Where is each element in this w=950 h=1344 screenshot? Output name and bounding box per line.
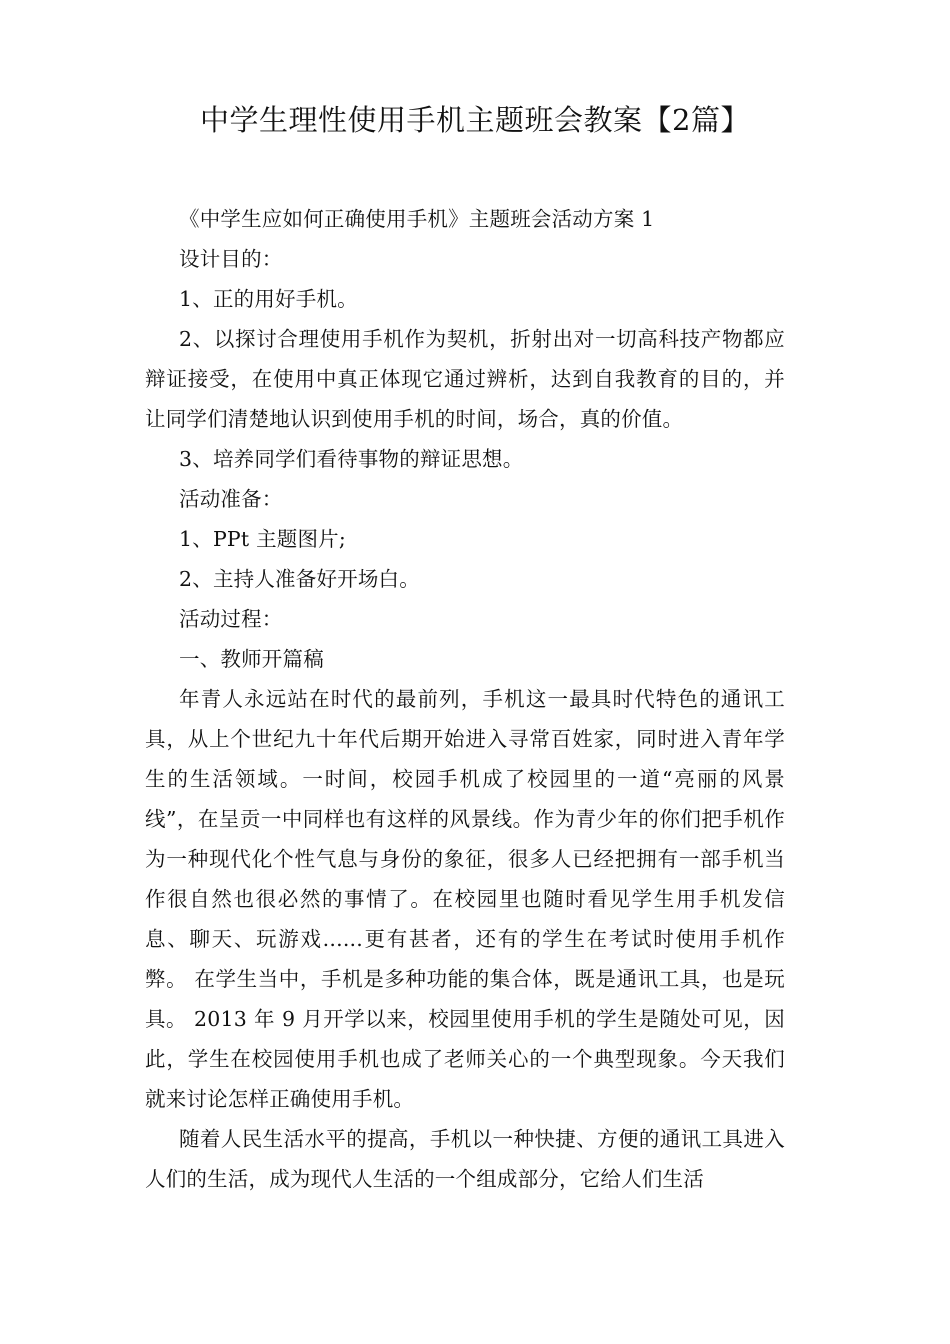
paragraph-purpose-2: 2、以探讨合理使用手机作为契机，折射出对一切高科技产物都应辩证接受，在使用中真正体现它通过辨析，达到自我教育的目的，并让同学们清楚地认识到使用手机的时间，场合，真的价值。 xyxy=(145,327,785,431)
paragraph-preparation-2: 2、主持人准备好开场白。 xyxy=(179,567,420,591)
document-title: 中学生理性使用手机主题班会教案【2篇】 xyxy=(200,103,750,137)
paragraph-preparation-1: 1、PPt 主题图片; xyxy=(179,527,346,551)
paragraph-purpose-1: 1、正的用好手机。 xyxy=(179,287,358,311)
paragraph-continuation-text: 随着人民生活水平的提高，手机以一种快捷、方便的通讯工具进入人们的生活，成为现代人生活的一个组成部分，它给人们生活 xyxy=(145,1127,785,1191)
paragraph-design-purpose-label: 设计目的： xyxy=(179,247,283,271)
paragraph-plan-heading: 《中学生应如何正确使用手机》主题班会活动方案 1 xyxy=(179,207,655,231)
paragraph-process-label: 活动过程： xyxy=(179,607,283,631)
paragraph-preparation-label: 活动准备： xyxy=(179,487,283,511)
document-body xyxy=(145,199,785,1199)
paragraph-purpose-3: 3、培养同学们看待事物的辩证思想。 xyxy=(179,447,524,471)
paragraph-section-1-heading: 一、教师开篇稿 xyxy=(179,647,324,671)
paragraph-opening-text: 年青人永远站在时代的最前列，手机这一最具时代特色的通讯工具，从上个世纪九十年代后期开始进入寻常百姓家，同时进入青年学生的生活领域。一时间，校园手机成了校园里的一道“亮丽的风景线”，在呈贡一中同样也有这样的风景线。作为青少年的你们把手机作为一种现代化个性气息与身份的象征，很多人已经把拥有一部手机当作很自然也很必然的事情了。在校园里也随时看见学生用手机发信息、聊天、玩游戏......更有甚者，还有的学生在考试时使用手机作弊。 在学生当中，手机是多种功能的集合体，既是通讯工具，也是玩具。 2013 年 9 月开学以来，校园里使用手机的学生是随处可见，因此，学生在校园使用手机也成了老师关心的一个典型现象。今天我们就来讨论怎样正确使用手机。 xyxy=(145,687,785,1111)
